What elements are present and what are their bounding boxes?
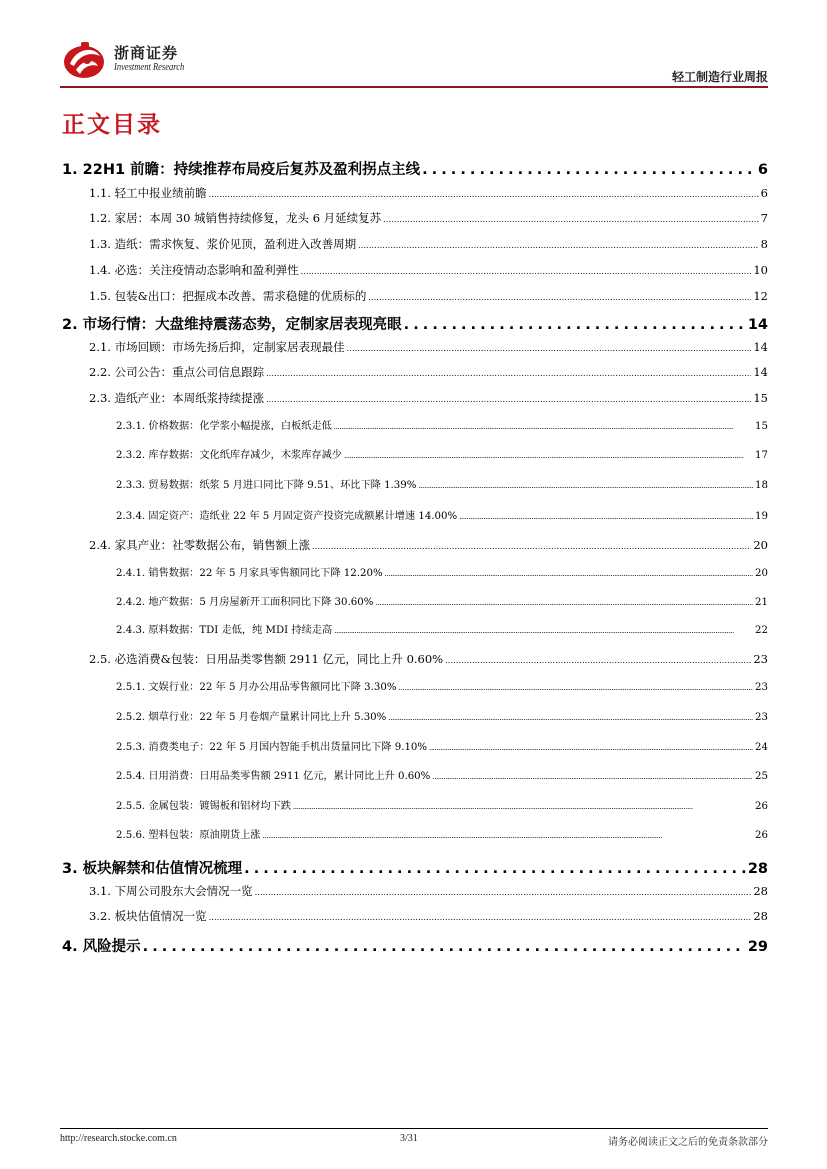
toc-dot-leader (422, 162, 756, 178)
toc-entry-level-3[interactable] (116, 826, 768, 841)
toc-entry-page: 26 (755, 801, 768, 812)
toc-entry-title: 1.4. 必选：关注疫情动态影响和盈利弹性 (89, 263, 299, 277)
toc-entry-level-2[interactable] (89, 537, 768, 553)
toc-entry-title: 1.3. 造纸：需求恢复、浆价见顶，盈利进入改善周期 (89, 237, 357, 251)
toc-entry-title: 4. 风险提示 (62, 939, 141, 955)
toc-entry-page: 28 (753, 884, 768, 898)
toc-entry-level-3[interactable] (116, 446, 768, 461)
footer-page-number: 3/31 (400, 1133, 418, 1144)
toc-dot-leader (432, 771, 753, 782)
toc-entry-title: 2. 市场行情：大盘维持震荡态势，定制家居表现亮眼 (62, 317, 402, 333)
toc-entry-page: 14 (753, 365, 768, 379)
toc-dot-leader (293, 801, 753, 812)
toc-dot-leader (358, 237, 759, 251)
toc-dot-leader (334, 421, 753, 432)
toc-entry-page: 14 (747, 317, 768, 333)
toc-entry-level-1[interactable] (62, 313, 768, 334)
toc-dot-leader (266, 391, 751, 405)
toc-entry-page: 23 (753, 652, 768, 666)
toc-entry-level-2[interactable] (89, 908, 768, 924)
toc-entry-title: 2.5.6. 塑料包装：原油期货上涨 (116, 830, 261, 841)
toc-entry-title: 2.5.5. 金属包装：镀锡板和铝材均下跌 (116, 801, 292, 812)
toc-entry-level-3[interactable] (116, 417, 768, 432)
logo-mark-icon (60, 38, 110, 82)
toc-entry-level-3[interactable] (116, 767, 768, 782)
toc-entry-page: 25 (755, 771, 768, 782)
toc-entry-level-2[interactable] (89, 339, 768, 355)
toc-entry-level-2[interactable] (89, 651, 768, 667)
toc-entry-level-3[interactable] (116, 708, 768, 723)
toc-entry-title: 2.5.4. 日用消费：日用品类零售额 2911 亿元，累计同比上升 0.60% (116, 771, 431, 782)
toc-entry-page: 22 (755, 625, 768, 636)
toc-entry-level-2[interactable] (89, 288, 768, 304)
toc-entry-page: 23 (755, 682, 768, 693)
toc-entry-level-3[interactable] (116, 678, 768, 693)
toc-entry-title: 3.2. 板块估值情况一览 (89, 909, 207, 923)
toc-dot-leader (347, 340, 752, 354)
toc-entry-page: 7 (760, 211, 768, 225)
toc-dot-leader (459, 511, 753, 522)
toc-entry-title: 1.1. 轻工中报业绩前瞻 (89, 186, 207, 200)
toc-entry-title: 2.4.3. 原料数据：TDI 走低，纯 MDI 持续走高 (116, 625, 333, 636)
toc-entry-page: 28 (753, 909, 768, 923)
toc-entry-page: 12 (753, 289, 768, 303)
toc-entry-page: 20 (755, 568, 768, 579)
toc-entry-page: 18 (755, 480, 768, 491)
toc-entry-level-3[interactable] (116, 621, 768, 636)
header-divider (60, 86, 768, 88)
page-header (60, 38, 768, 88)
toc-entry-page: 15 (753, 391, 768, 405)
toc-dot-leader (344, 450, 753, 461)
toc-entry-page: 21 (755, 597, 768, 608)
toc-entry-level-2[interactable] (89, 883, 768, 899)
footer-disclaimer: 请务必阅读正文之后的免责条款部分 (608, 1137, 768, 1148)
toc-entry-title: 1.2. 家居：本周 30 城销售持续修复，龙头 6 月延续复苏 (89, 211, 382, 225)
toc-entry-title: 2.3.1. 价格数据：化学浆小幅提涨，白板纸走低 (116, 421, 332, 432)
toc-dot-leader (244, 861, 746, 877)
toc-entry-page: 24 (755, 742, 768, 753)
toc-entry-title: 2.4.2. 地产数据：5 月房屋新开工面积同比下降 30.60% (116, 597, 374, 608)
toc-dot-leader (255, 884, 752, 898)
toc-entry-level-1[interactable] (62, 935, 768, 956)
toc-entry-page: 15 (755, 421, 768, 432)
toc-dot-leader (334, 625, 753, 636)
toc-entry-level-1[interactable] (62, 857, 768, 878)
toc-entry-title: 2.3.3. 贸易数据：纸浆 5 月进口同比下降 9.51、环比下降 1.39% (116, 480, 417, 491)
company-logo (60, 38, 260, 84)
toc-entry-title: 1. 22H1 前瞻：持续推荐布局疫后复苏及盈利拐点主线 (62, 162, 421, 178)
toc-entry-page: 14 (753, 340, 768, 354)
toc-dot-leader (383, 211, 759, 225)
toc-dot-leader (429, 742, 753, 753)
toc-dot-leader (385, 568, 753, 579)
toc-entry-page: 26 (755, 830, 768, 841)
toc-dot-leader (375, 597, 753, 608)
toc-entry-page: 19 (755, 511, 768, 522)
toc-entry-level-3[interactable] (116, 593, 768, 608)
toc-entry-level-2[interactable] (89, 262, 768, 278)
toc-entry-level-2[interactable] (89, 364, 768, 380)
toc-entry-level-3[interactable] (116, 797, 768, 812)
toc-entry-title: 2.3.2. 库存数据：文化纸库存减少，木浆库存减少 (116, 450, 342, 461)
toc-entry-title: 2.3.4. 固定资产：造纸业 22 年 5 月固定资产投资完成额累计增速 14.00% (116, 511, 458, 522)
toc-entry-page: 8 (760, 237, 768, 251)
toc-entry-page: 23 (755, 712, 768, 723)
toc-dot-leader (388, 712, 753, 723)
footer-url[interactable]: http://research.stocke.com.cn (60, 1133, 177, 1144)
toc-entry-page: 6 (760, 186, 768, 200)
toc-dot-leader (209, 186, 759, 200)
report-category-title: 轻工制造行业周报 (671, 70, 768, 84)
toc-dot-leader (266, 365, 751, 379)
toc-dot-leader (143, 939, 746, 955)
toc-entry-title: 2.3. 造纸产业：本周纸浆持续提涨 (89, 391, 265, 405)
toc-entry-title: 2.5.3. 消费类电子：22 年 5 月国内智能手机出货量同比下降 9.10% (116, 742, 428, 753)
toc-heading: 正文目录 (62, 112, 162, 138)
toc-entry-page: 20 (753, 538, 768, 552)
toc-dot-leader (312, 538, 751, 552)
toc-entry-title: 2.2. 公司公告：重点公司信息跟踪 (89, 365, 265, 379)
toc-entry-page: 10 (753, 263, 768, 277)
toc-dot-leader (445, 652, 751, 666)
toc-entry-title: 2.4. 家具产业：社零数据公布，销售额上涨 (89, 538, 311, 552)
toc-entry-title: 1.5. 包装&出口：把握成本改善、需求稳健的优质标的 (89, 289, 367, 303)
toc-dot-leader (399, 682, 753, 693)
toc-entry-level-3[interactable] (116, 507, 768, 522)
logo-chinese-name: 浙商证券 (114, 44, 179, 62)
toc-entry-title: 2.5.2. 烟草行业：22 年 5 月卷烟产量累计同比上升 5.30% (116, 712, 387, 723)
toc-dot-leader (209, 909, 752, 923)
logo-english-name: Investment Research (114, 62, 185, 73)
toc-dot-leader (262, 830, 753, 841)
toc-entry-title: 3. 板块解禁和估值情况梳理 (62, 861, 243, 877)
toc-dot-leader (368, 289, 751, 303)
toc-entry-title: 2.1. 市场回顾：市场先扬后抑，定制家居表现最佳 (89, 340, 345, 354)
toc-entry-level-2[interactable] (89, 210, 768, 226)
footer-divider (60, 1128, 768, 1129)
toc-entry-title: 2.5.1. 文娱行业：22 年 5 月办公用品零售额同比下降 3.30% (116, 682, 397, 693)
toc-entry-level-2[interactable] (89, 390, 768, 406)
toc-entry-level-2[interactable] (89, 185, 768, 201)
toc-entry-level-3[interactable] (116, 738, 768, 753)
toc-entry-level-2[interactable] (89, 236, 768, 252)
toc-entry-page: 28 (747, 861, 768, 877)
toc-entry-page: 6 (757, 162, 768, 178)
toc-entry-level-3[interactable] (116, 564, 768, 579)
toc-entry-page: 17 (755, 450, 768, 461)
toc-entry-page: 29 (747, 939, 768, 955)
toc-entry-level-1[interactable] (62, 158, 768, 179)
toc-entry-title: 2.5. 必选消费&包装：日用品类零售额 2911 亿元，同比上升 0.60% (89, 652, 444, 666)
toc-dot-leader (404, 317, 746, 333)
toc-dot-leader (301, 263, 752, 277)
toc-dot-leader (418, 480, 753, 491)
toc-entry-level-3[interactable] (116, 476, 768, 491)
toc-entry-title: 2.4.1. 销售数据：22 年 5 月家具零售额同比下降 12.20% (116, 568, 383, 579)
toc-entry-title: 3.1. 下周公司股东大会情况一览 (89, 884, 253, 898)
